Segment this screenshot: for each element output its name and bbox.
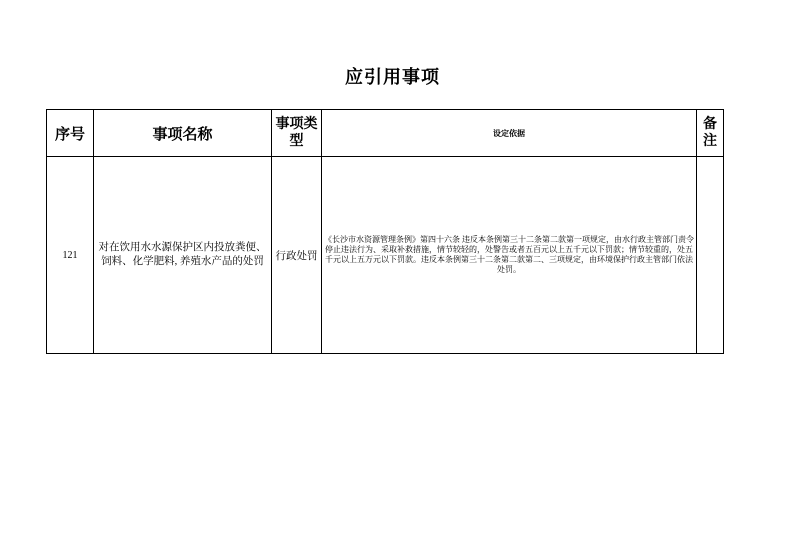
cell-remark [697, 157, 724, 354]
header-index: 序号 [47, 110, 94, 157]
table-row [47, 157, 724, 354]
items-table [46, 109, 724, 354]
header-item-name: 事项名称 [94, 110, 272, 157]
cell-index-number: 121 [47, 157, 94, 354]
cell-item-name: 对在饮用水水源保护区内投放粪便、饲料、化学肥料, 养殖水产品的处罚 [94, 157, 272, 354]
cell-setting-basis: 《长沙市水资源管理条例》第四十六条 违反本条例第三十二条第二款第一项规定，由水行政主管部门责令停止违法行为、采取补救措施，情节较轻的，处警告或者五百元以上五千元以下罚款；情节较重的，处五千元以上五万元以下罚款。违反本条例第三十二条第二款第二、三项规定，由环境保护行政主管部门依法处罚。 [322, 157, 697, 354]
header-item-type: 事项类型 [272, 110, 322, 157]
page-title: 应引用事项 [345, 67, 440, 87]
header-remark: 备注 [697, 110, 724, 157]
header-setting-basis: 设定依据 [322, 110, 697, 157]
table-header-row [47, 110, 724, 157]
cell-item-type: 行政处罚 [272, 157, 322, 354]
